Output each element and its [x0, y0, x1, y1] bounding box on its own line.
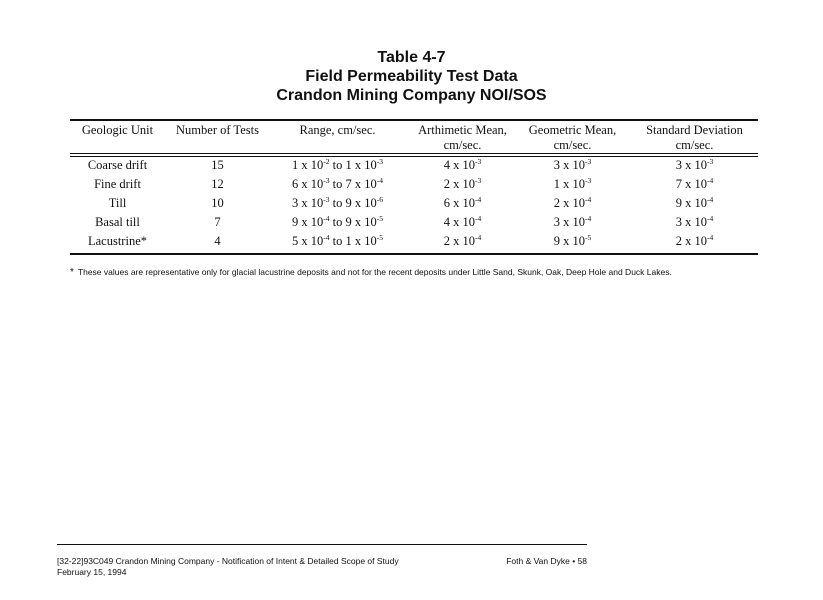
value-exponent: -3 — [707, 157, 714, 166]
range-high-exponent: -5 — [376, 214, 383, 223]
value-mantissa: 9 x 10 — [553, 234, 585, 248]
range-low-mantissa: 6 x 10 — [292, 177, 324, 191]
range-high-exponent: -3 — [376, 157, 383, 166]
footer-document-info — [57, 556, 399, 578]
range-high-mantissa: to 9 x 10 — [329, 215, 377, 229]
value-exponent: -3 — [585, 176, 592, 185]
footer-page-number: Foth & Van Dyke • 58 — [506, 556, 587, 566]
table-cell-gmean — [510, 196, 635, 211]
range-low-exponent: -3 — [323, 176, 330, 185]
range-low-exponent: -4 — [323, 214, 330, 223]
value-exponent: -4 — [707, 214, 714, 223]
header-number-of-tests: Number of Tests — [176, 123, 259, 137]
value-exponent: -4 — [585, 195, 592, 204]
table-title — [0, 48, 823, 105]
table-cell-unit: Lacustrine* — [87, 234, 147, 248]
table-cell-range — [270, 158, 405, 173]
value-mantissa: 2 x 10 — [675, 234, 707, 248]
range-low-exponent: -4 — [323, 233, 330, 242]
table-caption: Field Permeability Test Data — [305, 68, 518, 85]
table-cell-sd — [632, 196, 757, 211]
range-high-mantissa: to 9 x 10 — [329, 196, 377, 210]
table-cell-gmean — [510, 177, 635, 192]
header-geometric-mean: Geometric Mean, cm/sec. — [528, 123, 617, 152]
header-double-rule-top — [70, 153, 758, 154]
header-geologic-unit: Geologic Unit — [81, 123, 154, 137]
footer-rule — [57, 544, 587, 545]
value-mantissa: 2 x 10 — [443, 234, 475, 248]
range-high-mantissa: to 7 x 10 — [329, 177, 377, 191]
table-cell-sd — [632, 215, 757, 230]
table-top-rule — [70, 119, 758, 121]
value-mantissa: 3 x 10 — [553, 215, 585, 229]
footnote-text: These values are representative only for glacial lacustrine deposits and not for the recent deposits under Little Sand, Skunk, Oak, Deep Hole and Duck Lakes. — [77, 267, 672, 277]
range-high-exponent: -4 — [376, 176, 383, 185]
range-low-mantissa: 3 x 10 — [292, 196, 324, 210]
table-bottom-rule — [70, 253, 758, 255]
table-cell-sd — [632, 177, 757, 192]
range-low-mantissa: 5 x 10 — [292, 234, 324, 248]
table-cell-range — [270, 177, 405, 192]
table-cell-tests: 4 — [214, 234, 221, 248]
table-cell-unit: Basal till — [95, 215, 140, 229]
header-standard-deviation: Standard Deviation cm/sec. — [646, 123, 743, 152]
value-exponent: -4 — [707, 195, 714, 204]
table-cell-range — [270, 215, 405, 230]
value-mantissa: 1 x 10 — [553, 177, 585, 191]
value-mantissa: 9 x 10 — [675, 196, 707, 210]
table-cell-unit: Fine drift — [94, 177, 141, 191]
value-mantissa: 3 x 10 — [675, 158, 707, 172]
table-cell-amean — [400, 196, 525, 211]
value-mantissa: 4 x 10 — [443, 158, 475, 172]
footnote — [70, 267, 672, 278]
value-exponent: -3 — [475, 176, 482, 185]
range-high-exponent: -6 — [376, 195, 383, 204]
value-mantissa: 3 x 10 — [675, 215, 707, 229]
value-exponent: -3 — [585, 157, 592, 166]
table-cell-tests: 15 — [211, 158, 224, 172]
table-cell-sd — [632, 234, 757, 249]
table-cell-sd — [632, 158, 757, 173]
table-cell-gmean — [510, 158, 635, 173]
table-cell-unit: Coarse drift — [87, 158, 148, 172]
value-exponent: -4 — [475, 233, 482, 242]
table-cell-gmean — [510, 234, 635, 249]
table-cell-range — [270, 196, 405, 211]
value-mantissa: 4 x 10 — [443, 215, 475, 229]
value-exponent: -4 — [585, 214, 592, 223]
table-cell-tests: 10 — [211, 196, 224, 210]
footer-document-id: [32-22]93C049 Crandon Mining Company - Notification of Intent & Detailed Scope of Study — [57, 556, 399, 566]
header-arithmetic-mean: Arthimetic Mean, cm/sec. — [418, 123, 507, 152]
footnote-marker: * — [70, 267, 74, 278]
table-number: Table 4-7 — [377, 49, 446, 66]
table-cell-amean — [400, 234, 525, 249]
range-high-mantissa: to 1 x 10 — [329, 158, 377, 172]
value-mantissa: 2 x 10 — [443, 177, 475, 191]
table-subcaption: Crandon Mining Company NOI/SOS — [276, 87, 547, 104]
value-exponent: -4 — [707, 233, 714, 242]
table-cell-range — [270, 234, 405, 249]
table-cell-gmean — [510, 215, 635, 230]
table-cell-tests: 7 — [214, 215, 221, 229]
range-high-exponent: -5 — [376, 233, 383, 242]
value-mantissa: 7 x 10 — [675, 177, 707, 191]
value-exponent: -3 — [475, 157, 482, 166]
value-exponent: -4 — [475, 195, 482, 204]
table-cell-amean — [400, 215, 525, 230]
header-double-rule-bottom — [70, 156, 758, 157]
value-exponent: -5 — [585, 233, 592, 242]
table-cell-tests: 12 — [211, 177, 224, 191]
table-cell-unit: Till — [108, 196, 127, 210]
value-exponent: -4 — [707, 176, 714, 185]
value-mantissa: 6 x 10 — [443, 196, 475, 210]
table-cell-amean — [400, 177, 525, 192]
footer-date: February 15, 1994 — [57, 567, 127, 577]
value-mantissa: 2 x 10 — [553, 196, 585, 210]
range-high-mantissa: to 1 x 10 — [329, 234, 377, 248]
range-low-mantissa: 9 x 10 — [292, 215, 324, 229]
range-low-exponent: -2 — [323, 157, 330, 166]
table-cell-amean — [400, 158, 525, 173]
range-low-mantissa: 1 x 10 — [292, 158, 324, 172]
header-range: Range, cm/sec. — [299, 123, 376, 137]
value-mantissa: 3 x 10 — [553, 158, 585, 172]
range-low-exponent: -3 — [323, 195, 330, 204]
value-exponent: -4 — [475, 214, 482, 223]
